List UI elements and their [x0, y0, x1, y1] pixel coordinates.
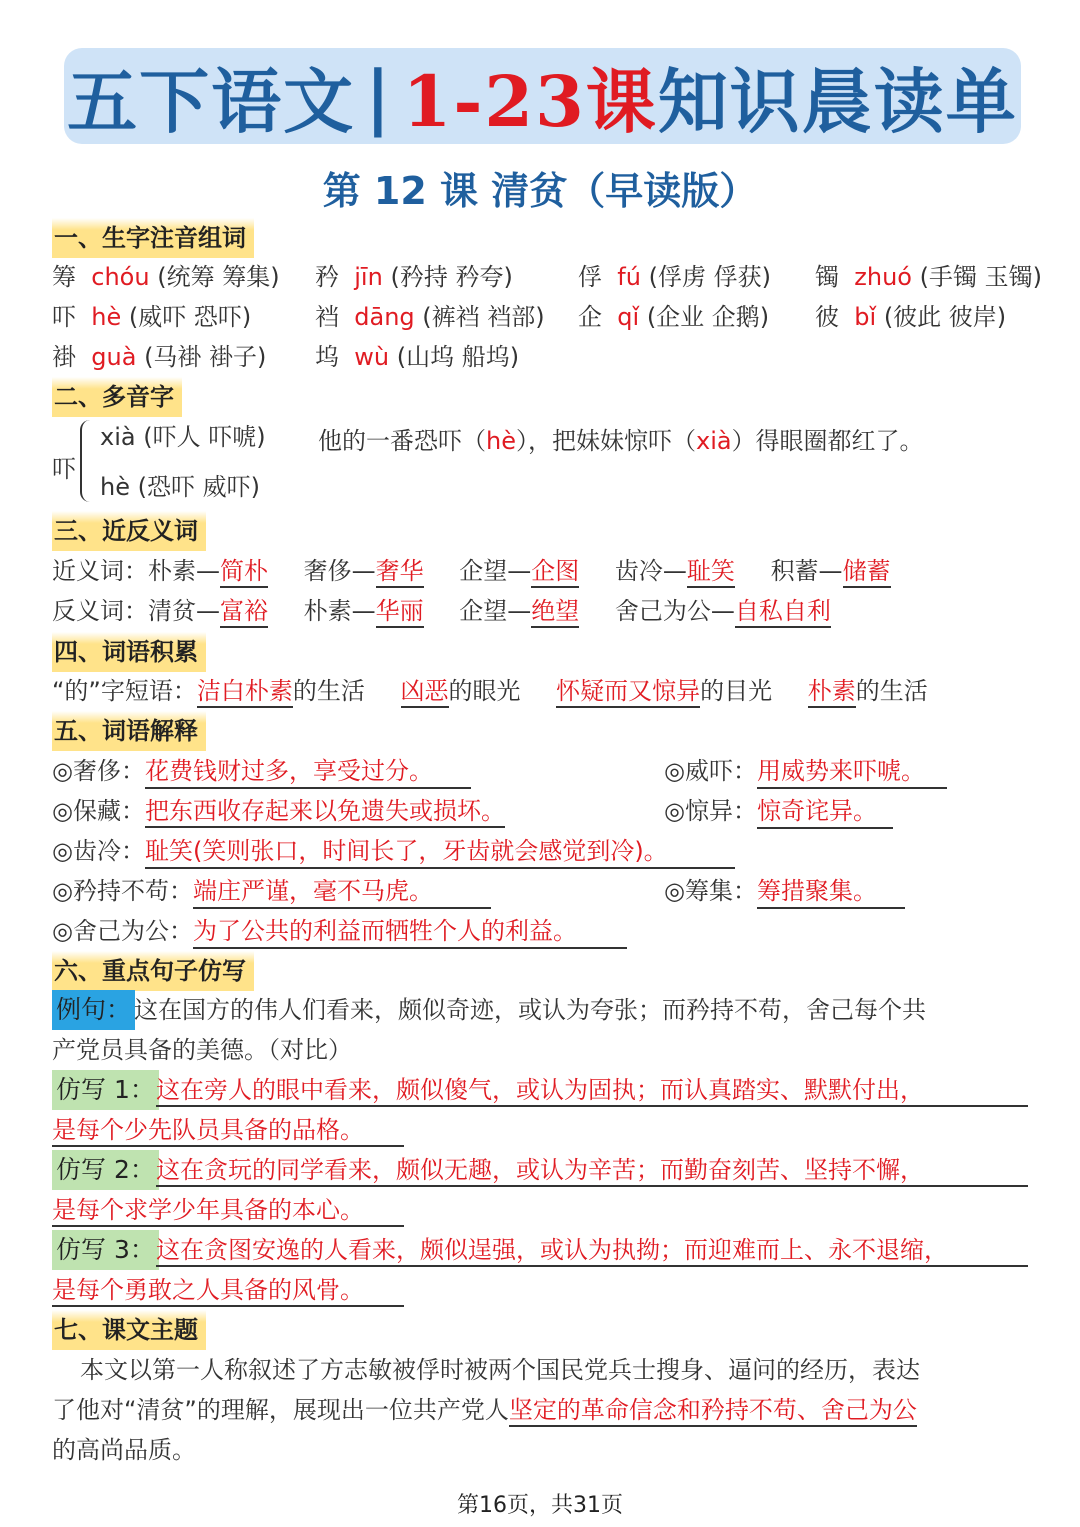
definition-item: ◎矜持不苟：端庄严谨，毫不马虎。	[52, 876, 491, 909]
polyphone-char: 吓	[52, 455, 76, 483]
section-heading-definitions: 五、词语解释	[52, 711, 206, 751]
page-number: 第16页，共31页	[457, 1493, 623, 1518]
imitation-line: 这在旁人的眼中看来，颇似傻气，或认为固执；而认真踏实、默默付出，	[156, 1075, 1028, 1107]
brace-icon	[80, 420, 96, 502]
character-item: 彼 bǐ (彼此 彼岸)	[815, 303, 1007, 331]
character-item: 吓 hè (威吓 恐吓)	[52, 303, 252, 331]
definition-item: ◎奢侈：花费钱财过多，享受过分。	[52, 756, 471, 789]
phrase-row: “的”字短语：洁白朴素的生活 凶恶的眼光 怀疑而又惊异的目光 朴素的生活	[52, 676, 928, 706]
header-banner	[64, 48, 1021, 144]
section-heading-imitation: 六、重点句子仿写	[52, 951, 254, 991]
example-line-2: 产党员具备的美德。（对比）	[52, 1036, 352, 1064]
synonym-row: 近义词：朴素—简朴 奢侈—奢华 企望—企图 齿冷—耻笑 积蓄—储蓄	[52, 556, 891, 586]
imitation-line: 是每个勇敢之人具备的风骨。	[52, 1275, 404, 1307]
polyphone-reading-1: xià (吓人 吓唬)	[100, 423, 266, 451]
section-heading-characters: 一、生字注音组词	[52, 218, 254, 258]
definition-item: ◎保藏：把东西收存起来以免遗失或损坏。	[52, 796, 505, 826]
imitation-label: 仿写 3：	[52, 1230, 159, 1270]
imitation-label: 仿写 2：	[52, 1150, 159, 1190]
lesson-title: 第 12 课 清贫（早读版）	[322, 169, 758, 213]
polyphone-reading-2: hè (恐吓 威吓)	[100, 473, 260, 501]
antonym-row: 反义词：清贫—富裕 朴素—华丽 企望—绝望 舍己为公—自私自利	[52, 596, 831, 626]
imitation-line: 这在贪图安逸的人看来，颇似逞强，或认为执拗；而迎难而上、永不退缩，	[156, 1235, 1028, 1267]
theme-line-3: 的高尚品质。	[52, 1436, 196, 1464]
character-item: 坞 wù (山坞 船坞)	[315, 343, 520, 371]
definition-item: ◎舍己为公：为了公共的利益而牺牲个人的利益。	[52, 916, 627, 949]
theme-line-1: 本文以第一人称叙述了方志敏被俘时被两个国民党兵士搜身、逼问的经历，表达	[80, 1356, 920, 1384]
imitation-line: 这在贪玩的同学看来，颇似无趣，或认为辛苦；而勤奋刻苦、坚持不懈，	[156, 1155, 1028, 1187]
example-label: 例句：	[52, 990, 135, 1030]
imitation-label: 仿写 1：	[52, 1070, 159, 1110]
example-line-1: 这在国方的伟人们看来，颇似奇迹，或认为夸张；而矜持不苟，舍己每个共	[134, 996, 926, 1024]
theme-line-2: 了他对“清贫”的理解，展现出一位共产党人坚定的革命信念和矜持不苟、舍己为公	[52, 1395, 917, 1425]
definition-item: ◎威吓：用威势来吓唬。	[664, 756, 947, 789]
definition-item: ◎惊异：惊奇诧异。	[664, 796, 893, 829]
polyphone-sentence: 他的一番恐吓（hè），把妹妹惊吓（xià）得眼圈都红了。	[318, 427, 924, 455]
character-item: 矜 jīn (矜持 矜夸)	[315, 263, 513, 291]
section-heading-theme: 七、课文主题	[52, 1310, 206, 1350]
section-heading-phrases: 四、词语积累	[52, 632, 206, 672]
character-item: 镯 zhuó (手镯 玉镯)	[815, 263, 1042, 291]
banner-lessons: 1-23课	[402, 59, 658, 143]
character-item: 企 qǐ (企业 企鹅)	[578, 303, 770, 331]
character-item: 裆 dāng (裤裆 裆部)	[315, 303, 545, 331]
definition-item: ◎齿冷：耻笑(笑则张口，时间长了，牙齿就会感觉到冷)。	[52, 836, 735, 869]
section-heading-polyphone: 二、多音字	[52, 377, 182, 417]
definition-item: ◎筹集：筹措聚集。	[664, 876, 905, 909]
section-heading-synonyms: 三、近反义词	[52, 511, 206, 551]
banner-subtitle: 知识晨读单	[657, 59, 1018, 143]
imitation-line: 是每个求学少年具备的本心。	[52, 1195, 404, 1227]
imitation-line: 是每个少先队员具备的品格。	[52, 1115, 404, 1147]
character-item: 俘 fú (俘虏 俘获)	[578, 263, 771, 291]
character-item: 筹 chóu (统筹 筹集)	[52, 263, 280, 291]
banner-separator: |	[365, 54, 393, 138]
character-item: 褂 guà (马褂 褂子)	[52, 343, 267, 371]
banner-grade: 五下语文	[67, 59, 356, 143]
